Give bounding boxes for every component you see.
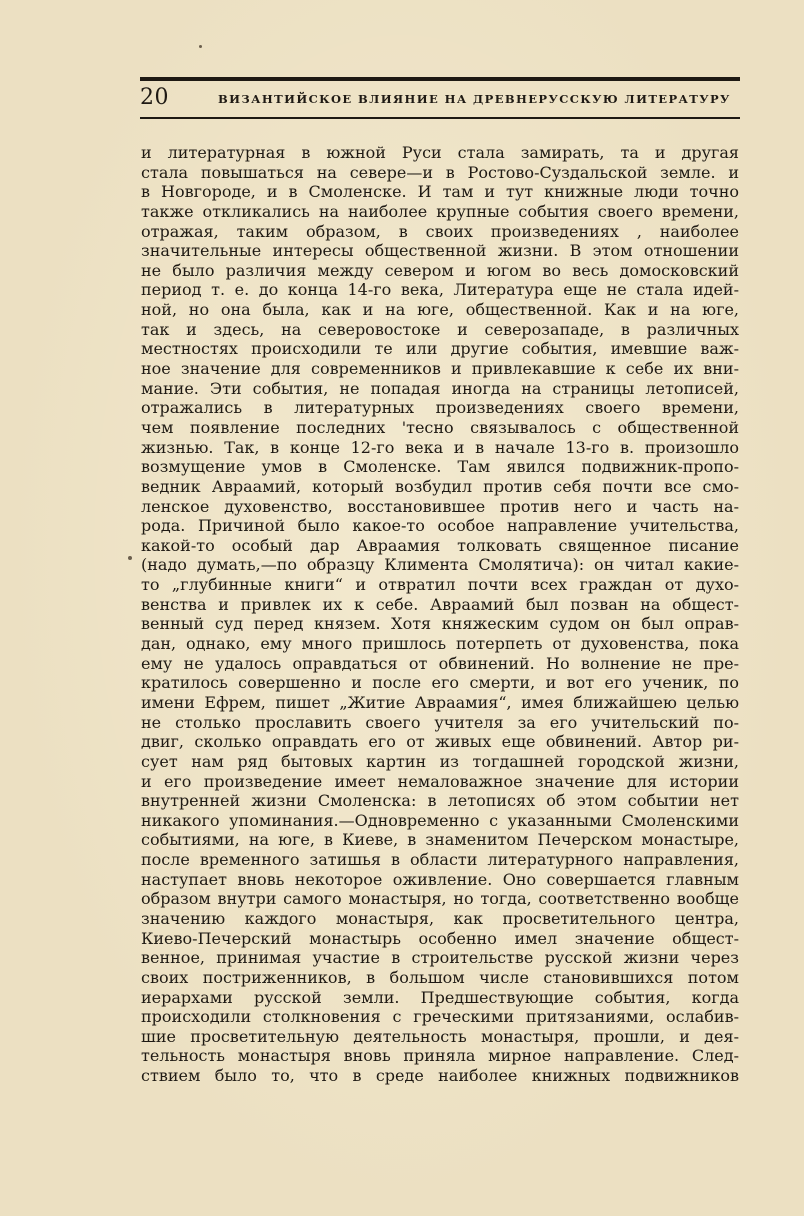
- header-top-rule: [140, 77, 740, 81]
- text-line: ему не удалось оправдаться от обвинений. Но волнение не пре-: [141, 653, 739, 673]
- text-line: своих постриженников, в большом числе становившихся потом: [141, 967, 739, 987]
- text-line: то „глубинные книги“ и отвратил почти всех граждан от духо-: [141, 575, 739, 595]
- text-line: так и здесь, на северовостоке и северозападе, в различных: [141, 319, 739, 339]
- text-line: ствием было то, что в среде наиболее книжных подвижников: [141, 1066, 739, 1086]
- text-line: значительные интересы общественной жизни. В этом отношении: [141, 241, 739, 261]
- text-line: сует нам ряд бытовых картин из тогдашней городской жизни,: [141, 751, 739, 771]
- text-line: дан, однако, ему много пришлось потерпеть от духовенства, пока: [141, 634, 739, 654]
- text-line: не было различия между севером и югом во весь домосковский: [141, 260, 739, 280]
- text-line: период т. е. до конца 14-го века, Литература еще не стала идей-: [141, 280, 739, 300]
- text-line: отражая, таким образом, в своих произведениях , наиболее: [141, 221, 739, 241]
- text-line: какой-то особый дар Авраамия толковать священное писание: [141, 535, 739, 555]
- text-line: стала повышаться на севере—и в Ростово-Суздальской земле. и: [141, 162, 739, 182]
- text-line: ленское духовенство, восстановившее против него и часть на-: [141, 496, 739, 516]
- text-line: ное значение для современников и привлекавшие к себе их вни-: [141, 359, 739, 379]
- text-line: венное, принимая участие в строительстве русской жизни через: [141, 948, 739, 968]
- text-line: венства и привлек их к себе. Авраамий был позван на общест-: [141, 594, 739, 614]
- text-line: наступает вновь некоторое оживление. Оно совершается главным: [141, 869, 739, 889]
- text-line: не столько прославить своего учителя за его учительский по-: [141, 712, 739, 732]
- text-line: чем появление последних 'тесно связывалось с общественной: [141, 417, 739, 437]
- text-line: имени Ефрем, пишет „Житие Авраамия“, имея ближайшею целью: [141, 692, 739, 712]
- text-line: мание. Эти события, не попадая иногда на страницы летописей,: [141, 378, 739, 398]
- text-line: венный суд перед князем. Хотя княжеским судом он был оправ-: [141, 614, 739, 634]
- body-text: [141, 143, 739, 1086]
- text-line: местностях происходили те или другие события, имевшие важ-: [141, 339, 739, 359]
- text-line: кратилось совершенно и после его смерти, и вот его ученик, по: [141, 673, 739, 693]
- ink-speck: [128, 556, 132, 560]
- text-line: тельность монастыря вновь приняла мирное направление. След-: [141, 1046, 739, 1066]
- text-line: шие просветительную деятельность монастыря, прошли, и дея-: [141, 1026, 739, 1046]
- text-line: и литературная в южной Руси стала замирать, та и другая: [141, 143, 739, 162]
- header-bottom-rule: [140, 117, 740, 119]
- text-line: происходили столкновения с греческими притязаниями, ослабив-: [141, 1007, 739, 1027]
- text-line: и его произведение имеет немаловажное значение для истории: [141, 771, 739, 791]
- text-line: внутренней жизни Смоленска: в летописях об этом событии нет: [141, 791, 739, 811]
- text-line: жизнью. Так, в конце 12-го века и в начале 13-го в. произошло: [141, 437, 739, 457]
- running-title: ВИЗАНТИЙСКОЕ ВЛИЯНИЕ НА ДРЕВНЕРУССКУЮ ЛИТЕРАТУРУ: [218, 92, 731, 106]
- text-line: событиями, на юге, в Киеве, в знаменитом Печерском монастыре,: [141, 830, 739, 850]
- page-number: 20: [140, 85, 169, 110]
- text-line: также откликались на наиболее крупные события своего времени,: [141, 201, 739, 221]
- text-line: ной, но она была, как и на юге, общественной. Как и на юге,: [141, 300, 739, 320]
- text-line: Киево-Печерский монастырь особенно имел значение общест-: [141, 928, 739, 948]
- text-line: образом внутри самого монастыря, но тогда, соответственно вообще: [141, 889, 739, 909]
- text-line: отражались в литературных произведениях своего времени,: [141, 398, 739, 418]
- text-line: значению каждого монастыря, как просветительного центра,: [141, 908, 739, 928]
- text-line: ведник Авраамий, который возбудил против себя почти все смо-: [141, 476, 739, 496]
- ink-speck: [199, 45, 202, 48]
- text-line: (надо думать,—по образцу Климента Смолятича): он читал какие-: [141, 555, 739, 575]
- text-line: иерархами русской земли. Предшествующие события, когда: [141, 987, 739, 1007]
- text-line: никакого упоминания.—Одновременно с указанными Смоленскими: [141, 810, 739, 830]
- text-line: в Новгороде, и в Смоленске. И там и тут книжные люди точно: [141, 182, 739, 202]
- text-line: после временного затишья в области литературного направления,: [141, 850, 739, 870]
- page-header: [140, 84, 740, 114]
- text-line: возмущение умов в Смоленске. Там явился подвижник-пропо-: [141, 457, 739, 477]
- text-line: рода. Причиной было какое-то особое направление учительства,: [141, 516, 739, 536]
- text-line: двиг, сколько оправдать его от живых еще обвинений. Автор ри-: [141, 732, 739, 752]
